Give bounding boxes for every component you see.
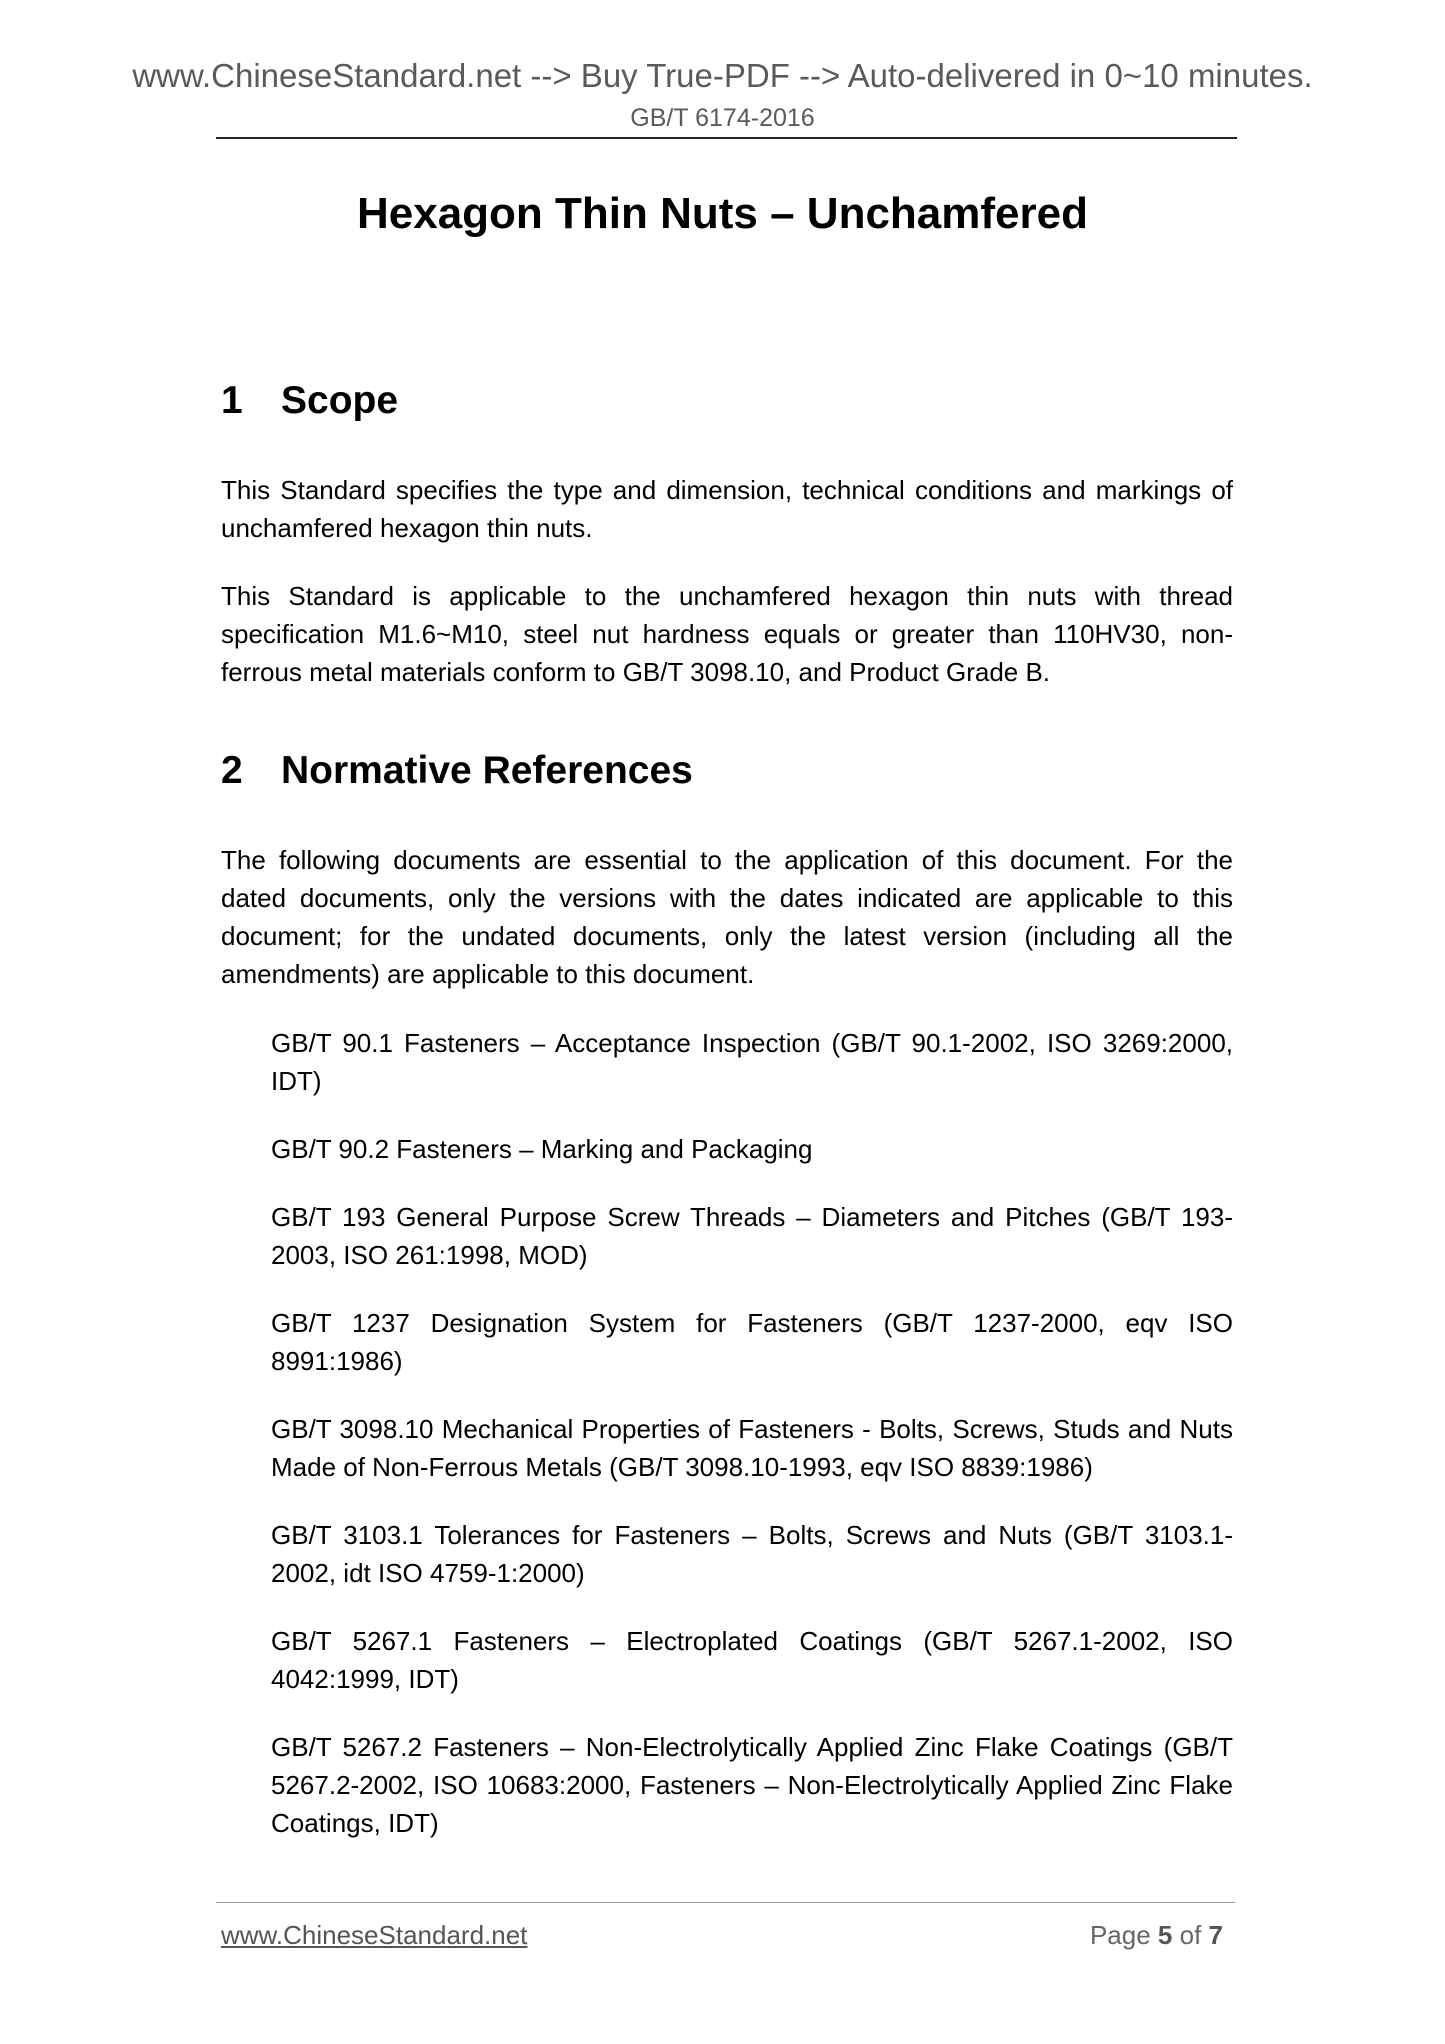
reference-item: GB/T 5267.2 Fasteners – Non-Electrolytically Applied Zinc Flake Coatings (GB/T 5267.2-2002, ISO 10683:2000, Fasteners – Non-Electrolytically Applied Zinc Flake Coatings, IDT): [271, 1732, 1233, 1838]
current-page-number: 5: [1157, 1920, 1173, 1950]
page-indicator: [1090, 1918, 1223, 1952]
section-heading-normative-references: [221, 748, 693, 794]
section-number: 2: [221, 749, 243, 792]
footer-divider: [216, 1902, 1235, 1903]
document-title: Hexagon Thin Nuts – Unchamfered: [356, 189, 1088, 238]
section-title: Scope: [281, 379, 399, 422]
reference-item: GB/T 3103.1 Tolerances for Fasteners – Bolts, Screws and Nuts (GB/T 3103.1-2002, idt ISO 4759-1:2000): [271, 1520, 1233, 1588]
section-title: Normative References: [281, 749, 693, 792]
reference-item: GB/T 1237 Designation System for Fasteners (GB/T 1237-2000, eqv ISO 8991:1986): [271, 1308, 1233, 1376]
total-page-count: 7: [1208, 1920, 1223, 1950]
references-intro-paragraph: The following documents are essential to the application of this document. For the dated documents, only the versions with the dates indicated are applicable to this document; for the undated documents, only the latest version (including all the amendments) are applicable to this document.: [221, 845, 1233, 989]
standard-code: GB/T 6174-2016: [630, 104, 815, 132]
reference-item: GB/T 3098.10 Mechanical Properties of Fasteners - Bolts, Screws, Studs and Nuts Made of Non-Ferrous Metals (GB/T 3098.10-1993, eqv ISO 8839:1986): [271, 1414, 1233, 1482]
header-banner: www.ChineseStandard.net --> Buy True-PDF --> Auto-delivered in 0~10 minutes.: [132, 57, 1313, 94]
reference-item: GB/T 90.2 Fasteners – Marking and Packaging: [271, 1134, 813, 1164]
section-heading-scope: [221, 378, 398, 424]
footer-website-link[interactable]: www.ChineseStandard.net: [221, 1920, 528, 1950]
reference-item: GB/T 90.1 Fasteners – Acceptance Inspection (GB/T 90.1-2002, ISO 3269:2000, IDT): [271, 1028, 1233, 1096]
page-prefix: Page: [1089, 1920, 1151, 1950]
header-divider: [216, 137, 1237, 139]
page-of-label: of: [1179, 1920, 1202, 1950]
scope-paragraph-1: This Standard specifies the type and dimension, technical conditions and markings of unchamfered hexagon thin nuts.: [221, 475, 1233, 543]
scope-paragraph-2: This Standard is applicable to the unchamfered hexagon thin nuts with thread specification M1.6~M10, steel nut hardness equals or greater than 110HV30, non-ferrous metal materials conform to GB/T 3098.10, and Product Grade B.: [221, 581, 1233, 687]
reference-item: GB/T 193 General Purpose Screw Threads – Diameters and Pitches (GB/T 193-2003, ISO 261:1998, MOD): [271, 1202, 1233, 1270]
section-number: 1: [221, 379, 243, 422]
reference-item: GB/T 5267.1 Fasteners – Electroplated Coatings (GB/T 5267.1-2002, ISO 4042:1999, IDT): [271, 1626, 1233, 1694]
